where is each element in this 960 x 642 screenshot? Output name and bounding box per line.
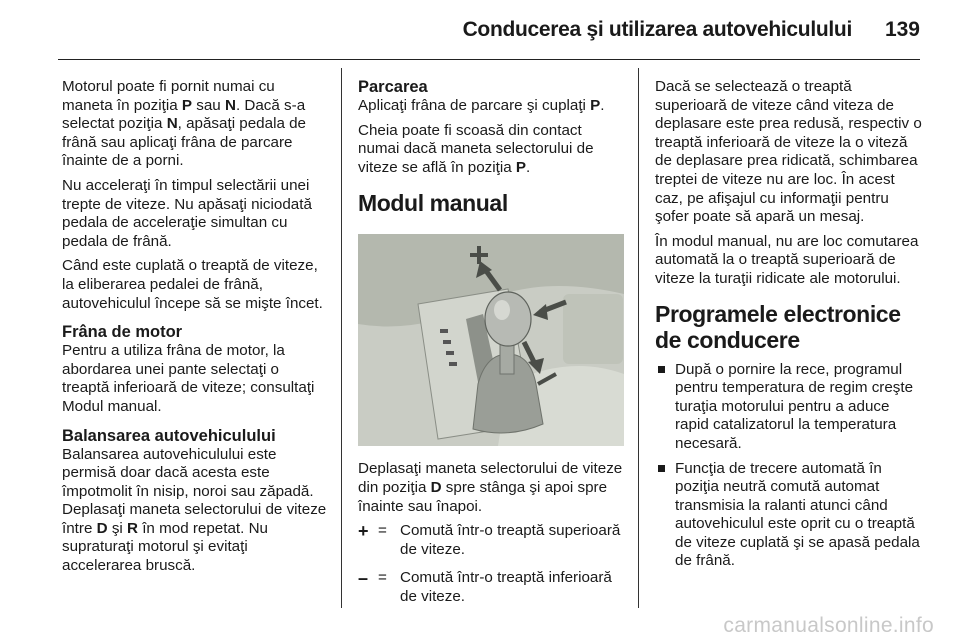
column-left: [62, 78, 328, 582]
bullet-list: [655, 361, 923, 572]
definition-text: Comută într-o treaptă superioară de viteze.: [400, 522, 621, 558]
column-right: [655, 78, 923, 577]
paragraph-rocking: Balansarea autovehiculului este permisă doar dacă acesta este împotmolit în nisip, noroi sau zăpadă. Deplasaţi maneta selectorului de viteze între D şi R în mod repetat. Nu supraturaţi motorul şi evitaţi accelerarea bruscă.: [62, 445, 327, 575]
heading-parking: Parcarea: [358, 78, 428, 96]
paragraph-shift-refused: Dacă se selectează o treaptă superioară de viteze când viteza de deplasare este prea redusă, respectiv o treaptă inferioară de viteze la o viteză de deplasare prea ridicată, schimbarea treptei de viteze nu are loc. În acest caz, pe afişajul cu informaţii pentru şofer poate să apară un mesaj.: [655, 78, 922, 226]
column-middle: [358, 78, 624, 617]
gear-selector-illustration: [358, 234, 624, 446]
paragraph-no-accelerate: Nu acceleraţi în timpul selectării unei trepte de viteze. Nu apăsaţi niciodată pedala de acceleraţie simultan cu pedala de frână.: [62, 176, 312, 250]
column-divider: [341, 68, 342, 608]
paragraph-creep: Când este cuplată o treaptă de viteze, la eliberarea pedalei de frână, autovehiculul începe să se mişte încet.: [62, 257, 323, 312]
paragraph-engine-brake: Pentru a utiliza frâna de motor, la abordarea unei pante selectaţi o treaptă inferioară de viteze; consultaţi Modul manual.: [62, 342, 315, 415]
definition-upshift: + = Comută într-o treaptă superioară de viteze.: [358, 522, 624, 559]
bullet-icon: [658, 465, 665, 472]
page-header: [0, 0, 960, 58]
heading-manual-mode: Modul manual: [358, 190, 508, 217]
list-item: După o pornire la rece, programul pentru temperatura de regim creşte turaţia motorului pentru a aduce rapid catalizatorul la temperatura necesară.: [655, 361, 923, 454]
definition-downshift: – = Comută într-o treaptă inferioară de viteze.: [358, 569, 624, 606]
plus-icon: +: [358, 521, 369, 542]
definition-text: Comută într-o treaptă inferioară de viteze.: [400, 569, 612, 605]
list-item: Funcţia de trecere automată în poziţia neutră comută automat transmisia la ralanti atunci când autovehiculul este oprit cu o treaptă de viteze cuplată şi se apasă pedala de frână.: [655, 460, 923, 572]
watermark: carmanualsonline.info: [723, 614, 934, 637]
minus-icon: –: [358, 568, 369, 589]
heading-engine-brake: Frâna de motor: [62, 323, 183, 342]
heading-rocking: Balansarea autovehiculului: [62, 426, 276, 445]
paragraph-parking: Aplicaţi frâna de parcare şi cuplaţi P.: [358, 97, 605, 114]
page-title: Conducerea şi utilizarea autovehiculului: [462, 18, 852, 41]
paragraph-no-auto-upshift: În modul manual, nu are loc comutarea automată la o treaptă superioară de viteze la turaţii ridicate ale motorului.: [655, 232, 919, 287]
heading-electronic-programs: Programele electronice de conducere: [655, 300, 901, 353]
page-number: 139: [884, 18, 920, 41]
paragraph-manual-mode: Deplasaţi maneta selectorului de viteze din poziţia D spre stânga şi apoi spre înainte sau înapoi.: [358, 460, 623, 515]
column-divider: [638, 68, 639, 608]
bullet-icon: [658, 366, 665, 373]
paragraph-key-removal: Cheia poate fi scoasă din contact numai dacă maneta selectorului de viteze se află în poziţia P.: [358, 121, 594, 176]
header-rule: [58, 59, 920, 60]
paragraph-engine-start: Motorul poate fi pornit numai cu maneta în poziţia P sau N. Dacă s-a selectat poziţia N, apăsaţi pedala de frână sau aplicaţi frâna de parcare înainte de a porni.: [62, 78, 307, 170]
